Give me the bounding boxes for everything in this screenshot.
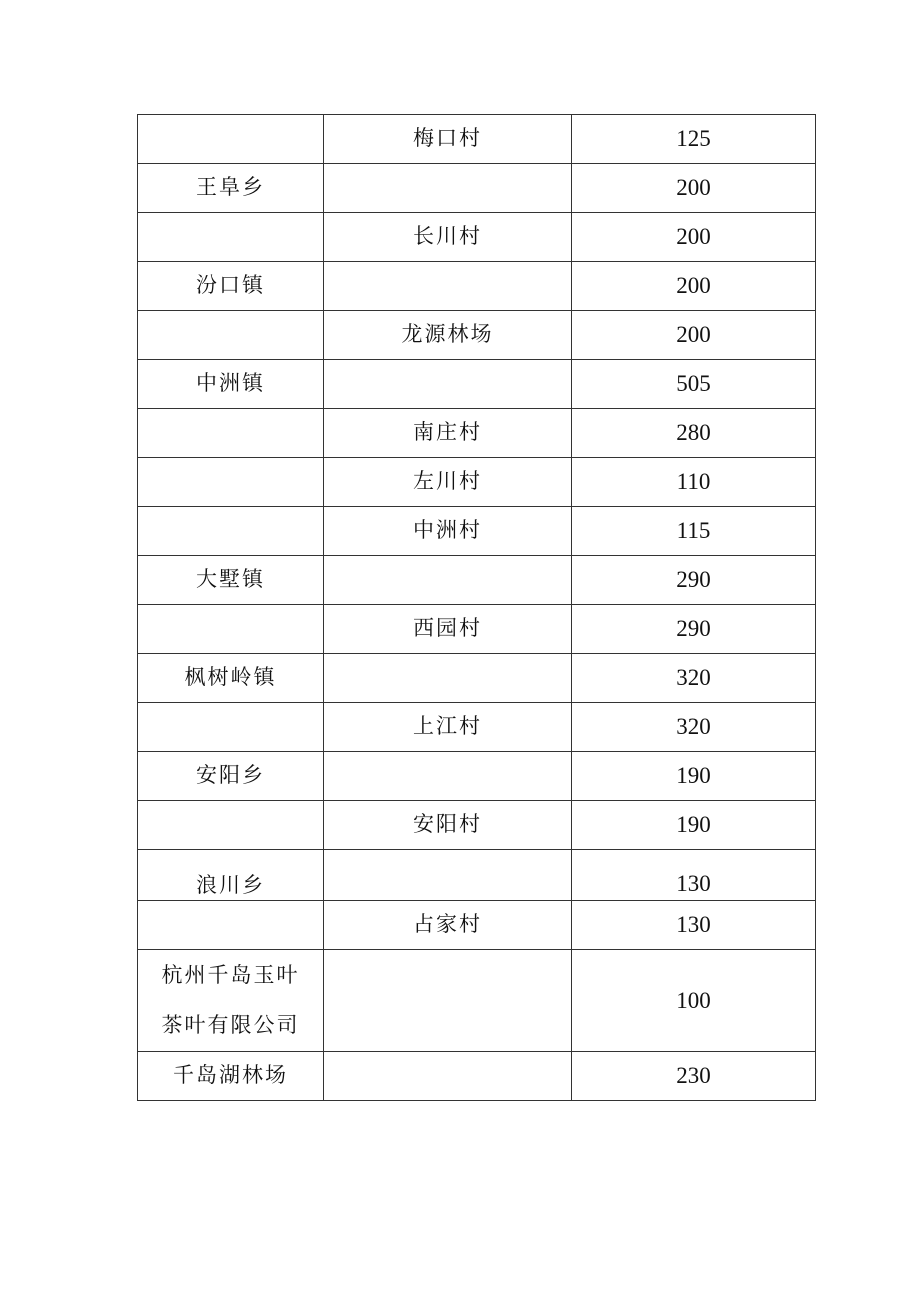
village-cell (324, 556, 572, 605)
table-row (138, 409, 816, 458)
town-cell: 安阳乡 (138, 752, 324, 801)
amount-cell: 200 (572, 213, 816, 262)
town-name-line: 杭州千岛玉叶 (161, 963, 300, 987)
village-cell: 梅口村 (324, 115, 572, 164)
village-cell (324, 850, 572, 901)
town-name-line: 茶叶有限公司 (161, 1013, 300, 1038)
town-cell (138, 115, 324, 164)
table-row (138, 801, 816, 850)
table-row (138, 213, 816, 262)
amount-cell: 200 (572, 262, 816, 311)
table-row (138, 115, 816, 164)
village-cell: 安阳村 (324, 801, 572, 850)
town-cell: 中洲镇 (138, 360, 324, 409)
town-cell (138, 458, 324, 507)
village-cell: 长川村 (324, 213, 572, 262)
village-cell: 西园村 (324, 605, 572, 654)
town-cell (138, 950, 324, 1052)
table-row (138, 703, 816, 752)
town-cell (138, 311, 324, 360)
town-cell (138, 703, 324, 752)
town-cell: 浪川乡 (138, 850, 324, 901)
amount-cell: 130 (572, 850, 816, 901)
table-row (138, 556, 816, 605)
table-row (138, 311, 816, 360)
town-cell: 大墅镇 (138, 556, 324, 605)
table-row (138, 1051, 816, 1100)
village-cell (324, 1051, 572, 1100)
amount-cell: 230 (572, 1051, 816, 1100)
table-row (138, 262, 816, 311)
town-cell (138, 801, 324, 850)
amount-cell: 505 (572, 360, 816, 409)
amount-cell: 290 (572, 556, 816, 605)
table-row (138, 360, 816, 409)
table-row (138, 850, 816, 901)
village-cell: 上江村 (324, 703, 572, 752)
town-cell (138, 213, 324, 262)
village-cell: 南庄村 (324, 409, 572, 458)
amount-cell: 290 (572, 605, 816, 654)
town-cell: 王阜乡 (138, 164, 324, 213)
table-row (138, 458, 816, 507)
town-cell: 千岛湖林场 (138, 1051, 324, 1100)
village-cell: 左川村 (324, 458, 572, 507)
table-row (138, 752, 816, 801)
village-cell (324, 360, 572, 409)
town-cell: 枫树岭镇 (138, 654, 324, 703)
town-cell (138, 901, 324, 950)
village-cell: 占家村 (324, 901, 572, 950)
amount-cell: 320 (572, 654, 816, 703)
village-cell (324, 164, 572, 213)
amount-cell: 130 (572, 901, 816, 950)
amount-cell: 200 (572, 311, 816, 360)
allocation-table (137, 114, 816, 1101)
town-cell (138, 605, 324, 654)
village-cell (324, 950, 572, 1052)
table-row (138, 164, 816, 213)
town-cell: 汾口镇 (138, 262, 324, 311)
amount-cell: 190 (572, 801, 816, 850)
amount-cell: 320 (572, 703, 816, 752)
village-cell: 龙源林场 (324, 311, 572, 360)
amount-cell: 100 (572, 950, 816, 1052)
amount-cell: 125 (572, 115, 816, 164)
village-cell (324, 262, 572, 311)
table-row (138, 507, 816, 556)
amount-cell: 115 (572, 507, 816, 556)
table-row (138, 950, 816, 1052)
amount-cell: 190 (572, 752, 816, 801)
village-cell (324, 654, 572, 703)
amount-cell: 200 (572, 164, 816, 213)
village-cell (324, 752, 572, 801)
town-cell (138, 507, 324, 556)
amount-cell: 110 (572, 458, 816, 507)
amount-cell: 280 (572, 409, 816, 458)
village-cell: 中洲村 (324, 507, 572, 556)
town-cell (138, 409, 324, 458)
table-row (138, 901, 816, 950)
table-row (138, 654, 816, 703)
table-row (138, 605, 816, 654)
